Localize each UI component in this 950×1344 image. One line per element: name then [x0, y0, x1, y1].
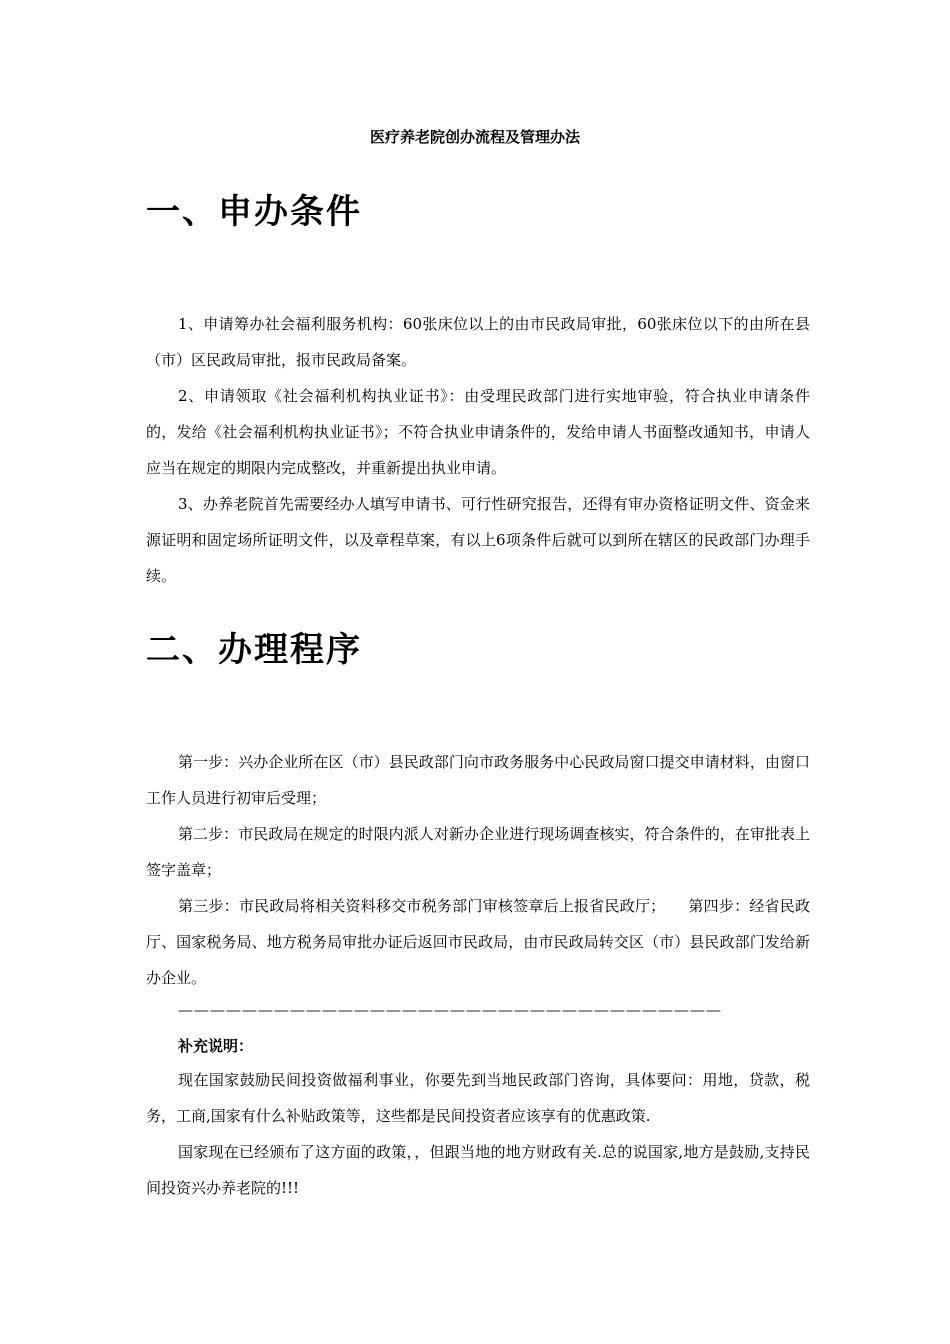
paragraph: 现在国家鼓励民间投资做福利事业，你要先到当地民政部门咨询，具体要问：用地，贷款，税务，工商,国家有什么补贴政策等，这些都是民间投资者应该享有的优惠政策. [146, 1071, 810, 1125]
divider-line: —————————————————————————————————— [178, 1001, 722, 1019]
paragraph: 第一步：兴办企业所在区（市）县民政部门向市政务服务中心民政局窗口提交申请材料，由窗口工作人员进行初审后受理； [146, 753, 810, 807]
paragraph: 2、申请领取《社会福利机构执业证书》：由受理民政部门进行实地审验，符合执业申请条件的，发给《社会福利机构执业证书》；不符合执业申请条件的，发给申请人书面整改通知书，申请人应当在规定的期限内完成整改，并重新提出执业申请。 [146, 387, 810, 477]
document-title: 医疗养老院创办流程及管理办法 [369, 128, 580, 146]
paragraph: 1、申请筹办社会福利服务机构：60张床位以上的由市民政局审批，60张床位以下的由所在县（市）区民政局审批，报市民政局备案。 [146, 315, 810, 369]
paragraph: 第三步：市民政局将相关资料移交市税务部门审核签章后上报省民政厅； 第四步：经省民政厅、国家税务局、地方税务局审批办证后返回市民政局，由市民政局转交区（市）县民政部门发给新办企业。 [146, 897, 810, 987]
section-heading-conditions: 一、申办条件 [146, 192, 362, 232]
paragraph: 国家现在已经颁布了这方面的政策，，但跟当地的地方财政有关.总的说国家,地方是鼓励,支持民间投资兴办养老院的!!! [146, 1143, 810, 1197]
paragraph: 第二步：市民政局在规定的时限内派人对新办企业进行现场调查核实，符合条件的，在审批表上签字盖章； [146, 825, 810, 879]
paragraph: 3、办养老院首先需要经办人填写申请书、可行性研究报告，还得有审办资格证明文件、资金来源证明和固定场所证明文件，以及章程草案，有以上6项条件后就可以到所在辖区的民政部门办理手续。 [146, 495, 810, 585]
supplement-label: 补充说明： [178, 1037, 254, 1055]
section-heading-procedure: 二、办理程序 [146, 630, 362, 670]
